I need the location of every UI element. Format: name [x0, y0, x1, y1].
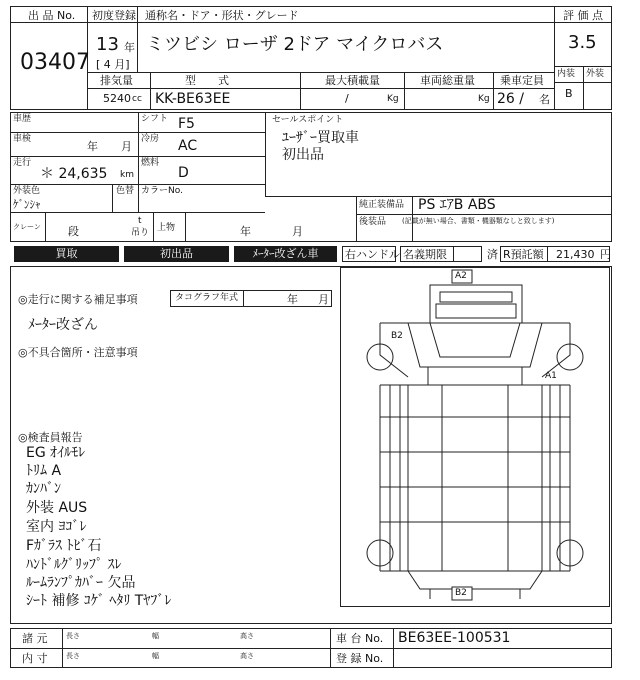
aftermarket-note: (記載が無い場合、書類・機器類なしと致します): [402, 217, 555, 225]
score-value: 3.5: [568, 32, 597, 53]
shift-value: F5: [178, 116, 195, 132]
length-label: 長さ: [66, 632, 80, 640]
crane-unit-1: 段: [68, 225, 79, 238]
first-reg-label: 初度登録: [92, 9, 136, 22]
defects-header: ◎不具合箇所・注意事項: [18, 346, 138, 359]
tacho-year: 年: [287, 293, 298, 306]
kg-unit-1: Kg: [387, 94, 399, 104]
first-reg-year: 13: [96, 34, 119, 55]
displacement-unit: cc: [132, 94, 142, 104]
kg-unit-2: Kg: [478, 94, 490, 104]
crane-unit-2: t: [138, 216, 142, 226]
windshield: [408, 323, 542, 367]
inspector-line: 室内 ﾖｺﾞﾚ: [26, 519, 87, 535]
width-label-2: 幅: [152, 652, 159, 660]
interior-grade: B: [565, 87, 573, 100]
inspection-label: 車検: [13, 134, 32, 144]
max-load-sep: /: [345, 92, 349, 105]
mileage-notes-header: ◎走行に関する補足事項: [18, 293, 138, 306]
sales-text-1: ﾕｰｻﾞｰ買取車: [282, 130, 359, 146]
displacement-value: 5240: [103, 92, 131, 105]
capacity-value: 26 /: [497, 91, 524, 107]
fuel-value: D: [178, 165, 189, 181]
mark-a2: A2: [455, 271, 467, 281]
interior-dims-label: 内 寸: [22, 652, 48, 665]
inspector-line: ｼｰﾄ 補修 ｺｹﾞ ﾍﾀﾘ Tﾔﾌﾞﾚ: [26, 593, 172, 609]
sales-label: セールスポイント: [272, 115, 344, 125]
inspector-line: ﾄﾘﾑ A: [26, 463, 62, 479]
tacho-label: タコグラフ年式: [175, 293, 239, 303]
dims-label: 諸 元: [22, 632, 48, 645]
aftermarket-label: 後装品: [359, 217, 387, 227]
roof-inner: [436, 304, 516, 318]
tax-mark: 済: [487, 248, 498, 261]
ext-color-label: 外装色: [13, 186, 41, 196]
car-name: ミツビシ ローザ 2ドア マイクロバス: [146, 34, 444, 55]
inspector-line: ｶﾝﾊﾞﾝ: [26, 481, 61, 497]
inspector-line: Fｶﾞﾗｽ ﾄﾋﾞ石: [26, 538, 102, 554]
chassis-number: BE63EE-100531: [398, 630, 511, 646]
sales-text-2: 初出品: [282, 147, 324, 163]
model-label: 型 式: [185, 74, 229, 87]
color-no-label: カラーNo.: [141, 186, 183, 196]
mileage-value: ＊ 24,635: [40, 166, 108, 182]
chassis-label: 車 台 No.: [336, 632, 384, 645]
rear-bumper: [408, 571, 542, 589]
lot-number: 03407: [20, 50, 90, 75]
capacity-unit: 名: [539, 93, 550, 106]
buyback-badge: 買取: [14, 246, 119, 262]
first-listing-badge: 初出品: [124, 246, 229, 262]
upper-year: 年: [240, 225, 251, 238]
ext-color-value: ｹﾞﾝｼｬ: [13, 198, 41, 211]
max-load-label: 最大積載量: [325, 74, 380, 87]
mileage-unit: km: [120, 170, 134, 180]
length-label-2: 長さ: [66, 652, 80, 660]
inspector-line: EG ｵｲﾙﾓﾚ: [26, 445, 86, 461]
options-value: PS ｴｱB ABS: [418, 197, 496, 213]
color-change-label: 色替: [116, 186, 135, 196]
mark-b2-bottom: B2: [455, 588, 467, 598]
inspector-header: ◎検査員報告: [18, 431, 83, 444]
inspector-line: ﾊﾝﾄﾞﾙｸﾞﾘｯﾌﾟ ｽﾚ: [26, 557, 122, 573]
crane-unit-3: 吊り: [131, 228, 150, 238]
fuel-label: 燃料: [141, 158, 160, 168]
mileage-note: ﾒｰﾀｰ改ざん: [28, 317, 98, 333]
year-unit: 年: [124, 41, 135, 54]
crane-label: クレーン: [13, 223, 41, 231]
ac-label: 冷房: [141, 134, 160, 144]
first-reg-month: [ 4 月]: [96, 58, 130, 71]
capacity-label: 乗車定員: [500, 74, 544, 87]
inspection-year: 年: [87, 140, 98, 153]
meter-tampered-badge: ﾒｰﾀｰ改ざん車: [234, 246, 337, 262]
displacement-label: 排気量: [100, 74, 133, 87]
body-top-view: [408, 385, 542, 571]
upper-label: 上物: [157, 223, 176, 233]
reg-label: 登 録 No.: [336, 652, 384, 665]
gross-weight-label: 車両総重量: [420, 74, 475, 87]
vehicle-diagram: [340, 267, 610, 607]
options-label: 純正装備品: [359, 200, 405, 210]
mileage-label: 走行: [13, 158, 32, 168]
mark-b2-left: B2: [391, 331, 403, 341]
title-transfer-label: 名義期限: [403, 248, 447, 261]
tax-amount: 21,430: [556, 248, 595, 261]
interior-grade-label: 内装: [557, 69, 576, 79]
upper-month: 月: [292, 225, 303, 238]
handle-value: 右ハンドル: [345, 248, 400, 261]
name-label: 通称名・ドア・形状・グレード: [145, 9, 299, 22]
inspector-line: 外装 AUS: [26, 500, 88, 516]
ac-value: AC: [178, 138, 198, 154]
model-value: KK-BE63EE: [155, 91, 231, 107]
lot-label: 出 品 No.: [28, 9, 76, 22]
roof-vent: [440, 292, 512, 302]
score-label: 評 価 点: [563, 9, 603, 22]
inspection-month: 月: [121, 140, 132, 153]
height-label: 高さ: [240, 632, 254, 640]
exterior-grade-label: 外装: [586, 69, 605, 79]
history-label: 車歴: [13, 114, 32, 124]
shift-label: シフト: [141, 114, 169, 124]
inspector-line: ﾙｰﾑﾗﾝﾌﾟｶﾊﾞｰ 欠品: [26, 575, 136, 591]
mark-a1: A1: [545, 371, 557, 381]
height-label-2: 高さ: [240, 652, 254, 660]
yen-unit: 円: [600, 248, 611, 261]
width-label: 幅: [152, 632, 159, 640]
tacho-month: 月: [318, 293, 329, 306]
tax-label: R預託額: [503, 248, 544, 261]
